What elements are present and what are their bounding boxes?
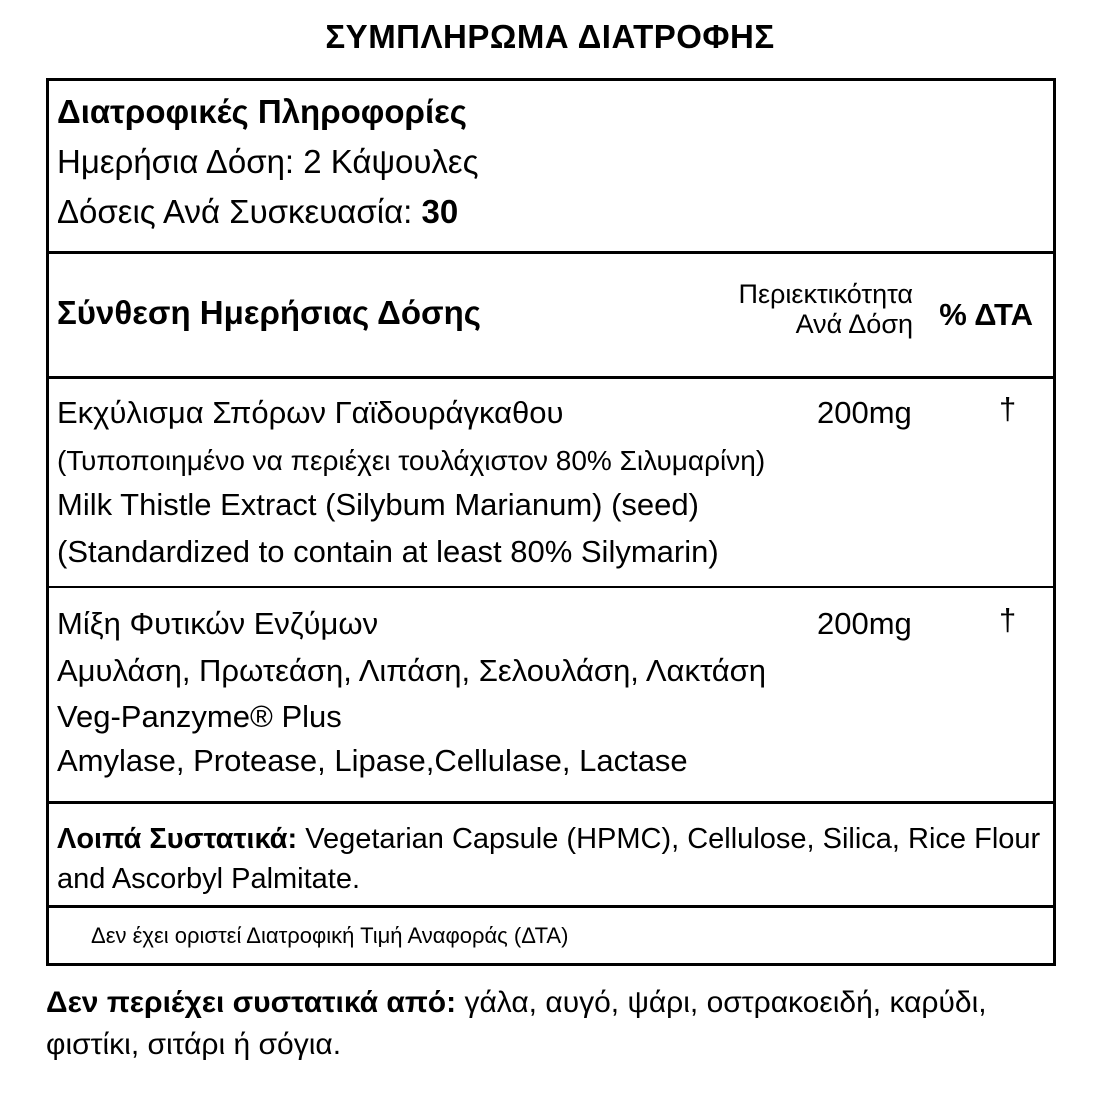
servings-per-container	[57, 193, 458, 231]
amount-header-line1: Περιεκτικότητα	[738, 279, 913, 309]
servings-label: Δόσεις Ανά Συσκευασία:	[57, 193, 422, 230]
ingredient-1-line: (Standardized to contain at least 80% Silymarin)	[57, 534, 719, 569]
daily-dose: Ημερήσια Δόση: 2 Κάψουλες	[57, 143, 479, 180]
info-title: Διατροφικές Πληροφορίες	[57, 93, 467, 130]
ingredient-1-dv: †	[999, 391, 1017, 426]
allergen-label: Δεν περιέχει συστατικά από:	[46, 986, 457, 1019]
ingredient-1-amount: 200mg	[817, 395, 912, 430]
dv-footnote: Δεν έχει οριστεί Διατροφική Τιμή Αναφοράς (ΔΤΑ)	[91, 923, 569, 948]
ingredient-2-amount: 200mg	[817, 606, 912, 641]
other-ingredients-text: Vegetarian Capsule (HPMC), Cellulose, Silica, Rice Flour and Ascorbyl Palmitate.	[57, 823, 1041, 895]
divider	[49, 905, 1053, 908]
divider	[49, 251, 1053, 254]
ingredient-2-line: Αμυλάση, Πρωτεάση, Λιπάση, Σελουλάση, Λακτάση	[57, 653, 767, 688]
divider	[49, 376, 1053, 379]
supplement-facts-panel	[46, 78, 1056, 966]
allergen-text: γάλα, αυγό, ψάρι, οστρακοειδή, καρύδι, φιστίκι, σιτάρι ή σόγια.	[46, 986, 987, 1061]
divider	[49, 586, 1053, 588]
other-ingredients-label: Λοιπά Συστατικά:	[57, 823, 298, 855]
ingredient-2-line: Veg-Panzyme® Plus	[57, 699, 342, 734]
other-ingredients	[57, 819, 1047, 899]
ingredient-1-line: Milk Thistle Extract (Silybum Marianum) (seed)	[57, 487, 699, 522]
composition-title: Σύνθεση Ημερήσιας Δόσης	[57, 294, 481, 331]
ingredient-2-dv: †	[999, 602, 1017, 637]
ingredient-2-line: Amylase, Protease, Lipase,Cellulase, Lactase	[57, 743, 688, 778]
amount-column-header	[739, 279, 913, 339]
label-title: ΣΥΜΠΛΗΡΩΜΑ ΔΙΑΤΡΟΦΗΣ	[325, 18, 775, 55]
servings-value: 30	[421, 193, 459, 230]
ingredient-2-name: Μίξη Φυτικών Ενζύμων	[57, 606, 379, 641]
ingredient-1-name: Εκχύλισμα Σπόρων Γαϊδουράγκαθου	[57, 395, 564, 430]
divider	[49, 801, 1053, 804]
dv-column-header: % ΔΤΑ	[939, 297, 1033, 332]
ingredient-1-line: (Τυποποιημένο να περιέχει τουλάχιστον 80% Σιλυμαρίνη)	[57, 445, 766, 476]
allergen-statement	[46, 982, 1066, 1066]
amount-header-line2: Ανά Δόση	[795, 309, 913, 339]
